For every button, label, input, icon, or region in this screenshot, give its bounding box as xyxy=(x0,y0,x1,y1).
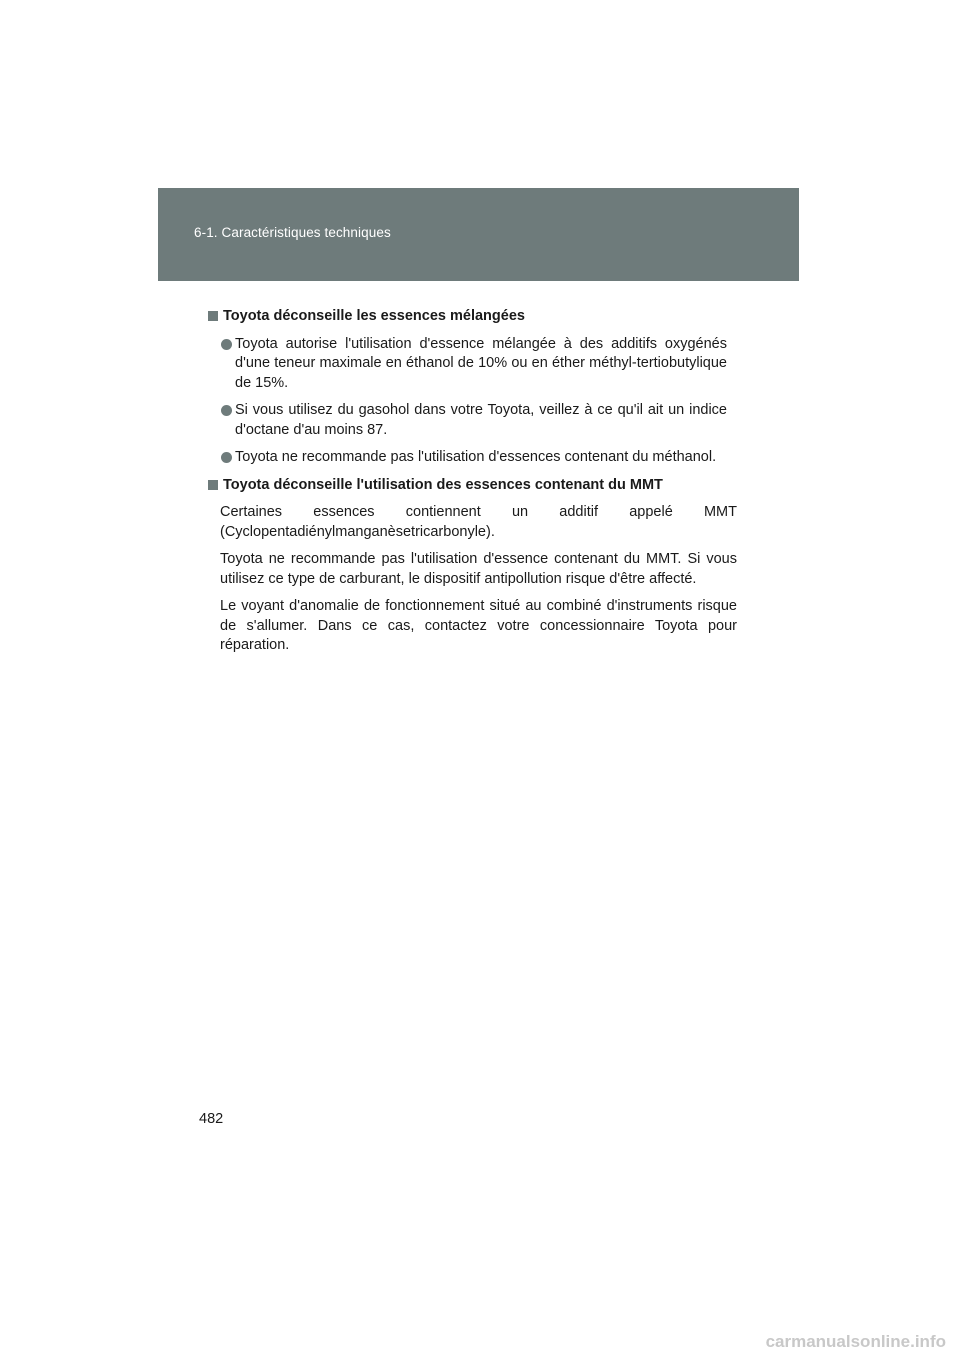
round-bullet-icon xyxy=(221,405,232,416)
page-number: 482 xyxy=(199,1111,224,1127)
page-content xyxy=(207,307,737,664)
bullet-text: Si vous utilisez du gasohol dans votre Toyota, veillez à ce qu'il ait un indice d'octane d'au moins 87. xyxy=(235,402,727,438)
paragraph-mmt-recommendation: Toyota ne recommande pas l'utilisation d'essence contenant du MMT. Si vous utilisez ce type de carburant, le dispositif antipollution risque d'être affecté. xyxy=(220,551,737,587)
site-watermark: carmanualsonline.info xyxy=(765,1332,946,1351)
section-heading-text: Toyota déconseille l'utilisation des essences contenant du MMT xyxy=(223,476,663,493)
square-bullet-icon xyxy=(208,311,218,321)
section-heading-blended-fuels xyxy=(207,307,737,327)
round-bullet-icon xyxy=(221,339,232,350)
section-heading-text: Toyota déconseille les essences mélangées xyxy=(223,308,525,324)
bullet-item-methanol xyxy=(207,448,737,468)
section-heading-mmt xyxy=(207,476,737,496)
bullet-text: Toyota autorise l'utilisation d'essence mélangée à des additifs oxygénés d'une teneur maximale en éthanol de 10% ou en éther méthyl-tertiobutylique de 15%. xyxy=(235,335,727,391)
paragraph-malfunction-light: Le voyant d'anomalie de fonctionnement situé au combiné d'instruments risque de s'allumer. Dans ce cas, contactez votre concessionnaire Toyota pour réparation. xyxy=(220,598,737,653)
square-bullet-icon xyxy=(208,480,218,490)
chapter-section-title: 6-1. Caractéristiques techniques xyxy=(194,225,391,240)
bullet-item-gasohol xyxy=(207,401,737,440)
paragraph-mmt-definition: Certaines essences contiennent un additif appelé MMT (Cyclopentadiénylmanganèsetricarbonyle). xyxy=(220,504,737,540)
bullet-text: Toyota ne recommande pas l'utilisation d'essences contenant du méthanol. xyxy=(235,449,717,465)
bullet-item-oxygenates xyxy=(207,335,737,394)
round-bullet-icon xyxy=(221,452,232,463)
chapter-header-band xyxy=(158,188,799,281)
